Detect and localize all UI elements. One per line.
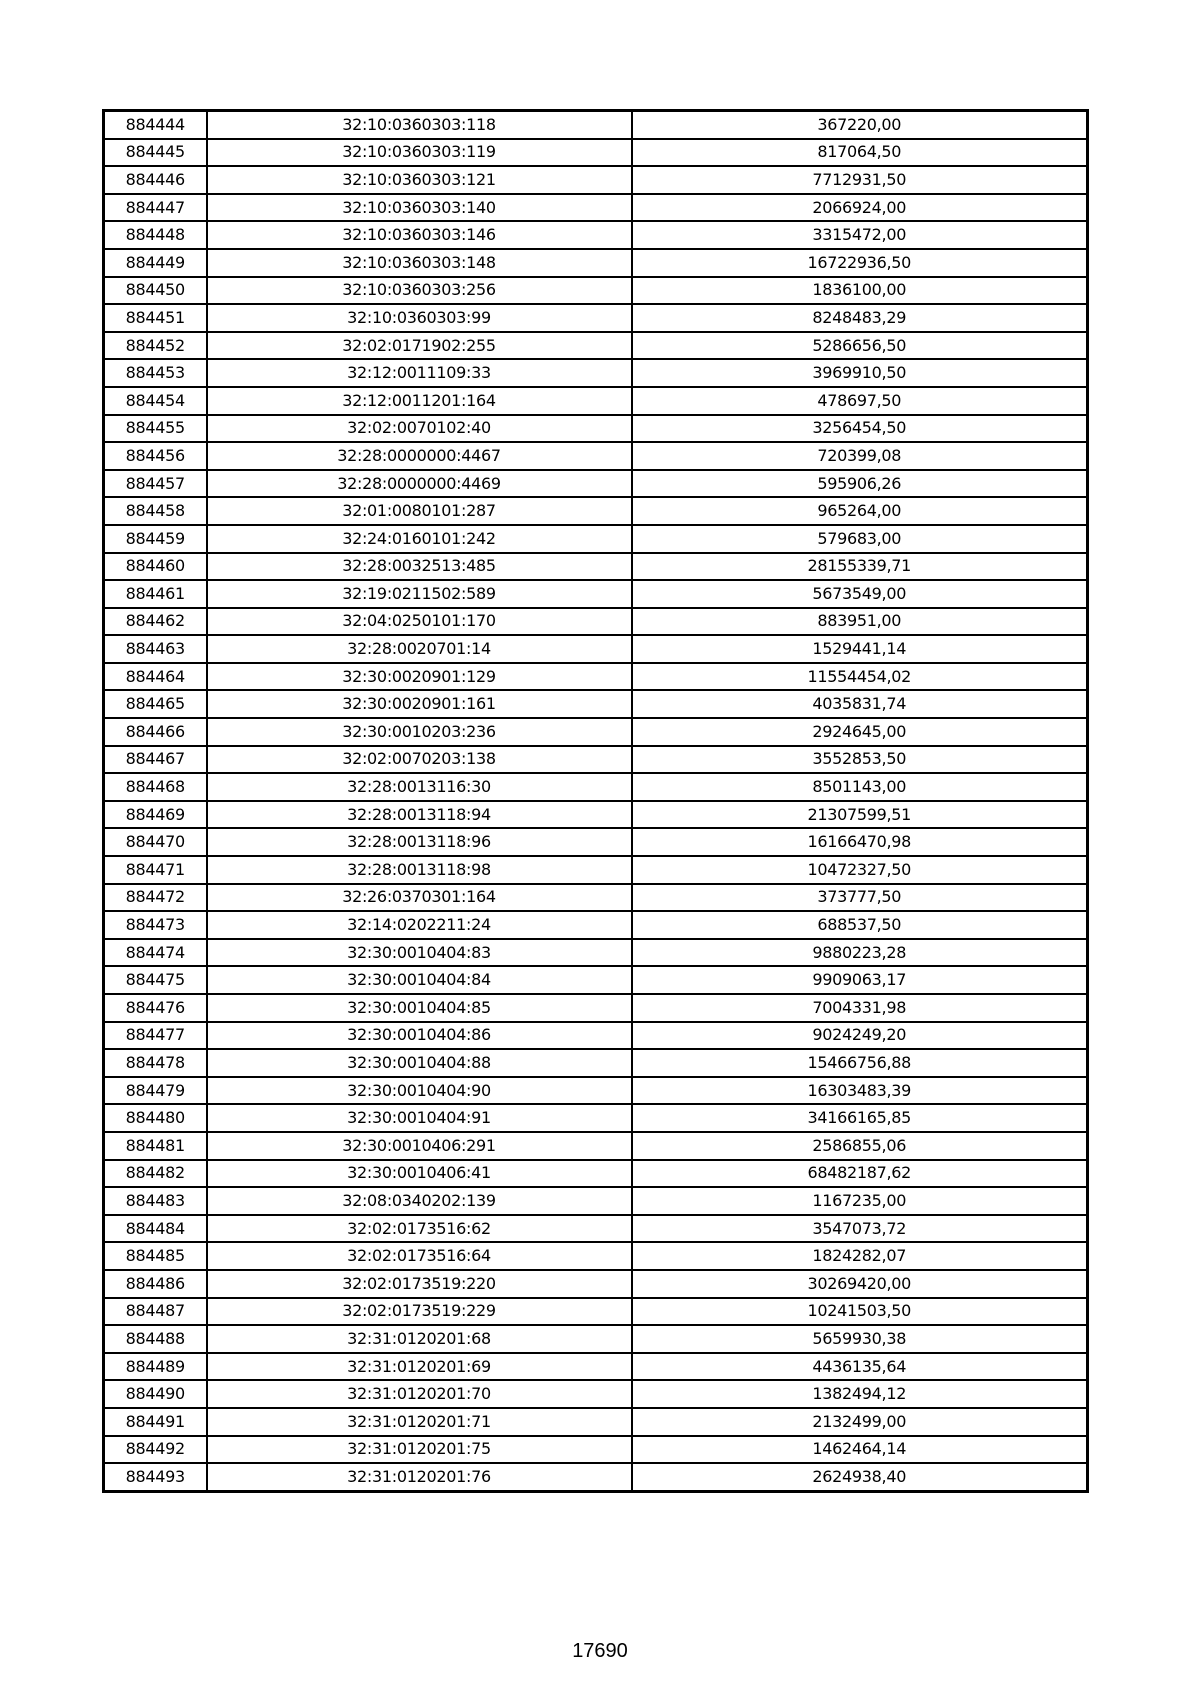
table-row — [104, 690, 1088, 718]
cadastral-number-cell: 32:31:0120201:71 — [207, 1408, 632, 1436]
cadastral-number-cell: 32:10:0360303:99 — [207, 304, 632, 332]
value-cell: 9909063,17 — [632, 966, 1088, 994]
cadastral-number-cell: 32:30:0010406:291 — [207, 1132, 632, 1160]
value-cell: 4035831,74 — [632, 690, 1088, 718]
table-row — [104, 1077, 1088, 1105]
row-number-cell: 884487 — [104, 1298, 207, 1326]
row-number-cell: 884447 — [104, 194, 207, 222]
table-row — [104, 828, 1088, 856]
row-number-cell: 884486 — [104, 1270, 207, 1298]
table-row — [104, 911, 1088, 939]
table-row — [104, 718, 1088, 746]
row-number-cell: 884469 — [104, 801, 207, 829]
row-number-cell: 884475 — [104, 966, 207, 994]
row-number-cell: 884444 — [104, 111, 207, 139]
table-row — [104, 1022, 1088, 1050]
table-row — [104, 580, 1088, 608]
row-number-cell: 884493 — [104, 1463, 207, 1491]
cadastral-number-cell: 32:04:0250101:170 — [207, 608, 632, 636]
value-cell: 720399,08 — [632, 442, 1088, 470]
value-cell: 16166470,98 — [632, 828, 1088, 856]
cadastral-number-cell: 32:28:0000000:4469 — [207, 470, 632, 498]
table-row — [104, 525, 1088, 553]
value-cell: 1836100,00 — [632, 277, 1088, 305]
cadastral-number-cell: 32:28:0000000:4467 — [207, 442, 632, 470]
row-number-cell: 884455 — [104, 415, 207, 443]
table-row — [104, 966, 1088, 994]
value-cell: 9024249,20 — [632, 1022, 1088, 1050]
cadastral-number-cell: 32:30:0010404:86 — [207, 1022, 632, 1050]
row-number-cell: 884485 — [104, 1242, 207, 1270]
cadastral-number-cell: 32:10:0360303:119 — [207, 139, 632, 167]
cadastral-number-cell: 32:30:0010404:88 — [207, 1049, 632, 1077]
cadastral-number-cell: 32:01:0080101:287 — [207, 497, 632, 525]
cadastral-number-cell: 32:08:0340202:139 — [207, 1187, 632, 1215]
value-cell: 2066924,00 — [632, 194, 1088, 222]
table-row — [104, 1242, 1088, 1270]
row-number-cell: 884464 — [104, 663, 207, 691]
value-cell: 28155339,71 — [632, 553, 1088, 581]
row-number-cell: 884453 — [104, 359, 207, 387]
value-cell: 9880223,28 — [632, 939, 1088, 967]
cadastral-number-cell: 32:02:0173519:220 — [207, 1270, 632, 1298]
cadastral-number-cell: 32:24:0160101:242 — [207, 525, 632, 553]
value-cell: 478697,50 — [632, 387, 1088, 415]
table-row — [104, 939, 1088, 967]
value-cell: 1382494,12 — [632, 1380, 1088, 1408]
row-number-cell: 884457 — [104, 470, 207, 498]
value-cell: 2132499,00 — [632, 1408, 1088, 1436]
cadastral-number-cell: 32:30:0010404:83 — [207, 939, 632, 967]
value-cell: 3969910,50 — [632, 359, 1088, 387]
value-cell: 3552853,50 — [632, 746, 1088, 774]
table-row — [104, 635, 1088, 663]
cadastral-number-cell: 32:28:0013116:30 — [207, 773, 632, 801]
value-cell: 16722936,50 — [632, 249, 1088, 277]
table-row — [104, 415, 1088, 443]
table-row — [104, 1353, 1088, 1381]
row-number-cell: 884446 — [104, 166, 207, 194]
value-cell: 1167235,00 — [632, 1187, 1088, 1215]
table-row — [104, 1463, 1088, 1491]
row-number-cell: 884449 — [104, 249, 207, 277]
cadastral-number-cell: 32:12:0011109:33 — [207, 359, 632, 387]
row-number-cell: 884482 — [104, 1160, 207, 1188]
value-cell: 965264,00 — [632, 497, 1088, 525]
row-number-cell: 884480 — [104, 1104, 207, 1132]
value-cell: 817064,50 — [632, 139, 1088, 167]
row-number-cell: 884492 — [104, 1436, 207, 1464]
table-row — [104, 1298, 1088, 1326]
value-cell: 1529441,14 — [632, 635, 1088, 663]
cadastral-number-cell: 32:10:0360303:256 — [207, 277, 632, 305]
value-cell: 10472327,50 — [632, 856, 1088, 884]
page-number: 17690 — [572, 1640, 628, 1662]
table-row — [104, 1215, 1088, 1243]
table-row — [104, 1160, 1088, 1188]
table-row — [104, 746, 1088, 774]
table-row — [104, 856, 1088, 884]
value-cell: 11554454,02 — [632, 663, 1088, 691]
row-number-cell: 884467 — [104, 746, 207, 774]
table-row — [104, 1187, 1088, 1215]
value-cell: 15466756,88 — [632, 1049, 1088, 1077]
row-number-cell: 884454 — [104, 387, 207, 415]
value-cell: 34166165,85 — [632, 1104, 1088, 1132]
table-row — [104, 387, 1088, 415]
cadastral-number-cell: 32:10:0360303:121 — [207, 166, 632, 194]
cadastral-number-cell: 32:30:0020901:129 — [207, 663, 632, 691]
cadastral-number-cell: 32:31:0120201:69 — [207, 1353, 632, 1381]
table-row — [104, 470, 1088, 498]
table-row — [104, 773, 1088, 801]
value-cell: 5673549,00 — [632, 580, 1088, 608]
value-cell: 30269420,00 — [632, 1270, 1088, 1298]
cadastral-number-cell: 32:02:0070203:138 — [207, 746, 632, 774]
row-number-cell: 884489 — [104, 1353, 207, 1381]
value-cell: 3547073,72 — [632, 1215, 1088, 1243]
value-cell: 10241503,50 — [632, 1298, 1088, 1326]
row-number-cell: 884466 — [104, 718, 207, 746]
cadastral-number-cell: 32:31:0120201:68 — [207, 1325, 632, 1353]
cadastral-number-cell: 32:30:0010203:236 — [207, 718, 632, 746]
value-cell: 1462464,14 — [632, 1436, 1088, 1464]
row-number-cell: 884451 — [104, 304, 207, 332]
row-number-cell: 884459 — [104, 525, 207, 553]
row-number-cell: 884470 — [104, 828, 207, 856]
cadastral-number-cell: 32:10:0360303:140 — [207, 194, 632, 222]
row-number-cell: 884460 — [104, 553, 207, 581]
cadastral-number-cell: 32:28:0013118:96 — [207, 828, 632, 856]
table-row — [104, 1436, 1088, 1464]
value-cell: 2624938,40 — [632, 1463, 1088, 1491]
table-row — [104, 332, 1088, 360]
cadastral-number-cell: 32:19:0211502:589 — [207, 580, 632, 608]
cadastral-number-cell: 32:02:0173519:229 — [207, 1298, 632, 1326]
cadastral-number-cell: 32:26:0370301:164 — [207, 884, 632, 912]
table-row — [104, 194, 1088, 222]
cadastral-number-cell: 32:10:0360303:146 — [207, 221, 632, 249]
table-row — [104, 553, 1088, 581]
value-cell: 21307599,51 — [632, 801, 1088, 829]
value-cell: 688537,50 — [632, 911, 1088, 939]
table-row — [104, 497, 1088, 525]
value-cell: 8501143,00 — [632, 773, 1088, 801]
table-row — [104, 884, 1088, 912]
table-row — [104, 139, 1088, 167]
table-row — [104, 1380, 1088, 1408]
row-number-cell: 884488 — [104, 1325, 207, 1353]
table-body — [104, 111, 1088, 1492]
cadastral-number-cell: 32:30:0010404:90 — [207, 1077, 632, 1105]
value-cell: 7004331,98 — [632, 994, 1088, 1022]
row-number-cell: 884491 — [104, 1408, 207, 1436]
value-cell: 8248483,29 — [632, 304, 1088, 332]
cadastral-number-cell: 32:28:0013118:98 — [207, 856, 632, 884]
table-row — [104, 1049, 1088, 1077]
table-row — [104, 994, 1088, 1022]
value-cell: 883951,00 — [632, 608, 1088, 636]
table-row — [104, 166, 1088, 194]
cadastral-number-cell: 32:02:0070102:40 — [207, 415, 632, 443]
value-cell: 2924645,00 — [632, 718, 1088, 746]
value-cell: 7712931,50 — [632, 166, 1088, 194]
table-row — [104, 1325, 1088, 1353]
row-number-cell: 884468 — [104, 773, 207, 801]
table-row — [104, 111, 1088, 139]
row-number-cell: 884461 — [104, 580, 207, 608]
row-number-cell: 884476 — [104, 994, 207, 1022]
cadastral-number-cell: 32:28:0013118:94 — [207, 801, 632, 829]
cadastral-number-cell: 32:31:0120201:70 — [207, 1380, 632, 1408]
cadastral-number-cell: 32:30:0020901:161 — [207, 690, 632, 718]
table-row — [104, 249, 1088, 277]
row-number-cell: 884478 — [104, 1049, 207, 1077]
cadastral-number-cell: 32:30:0010404:84 — [207, 966, 632, 994]
row-number-cell: 884465 — [104, 690, 207, 718]
cadastral-number-cell: 32:02:0173516:62 — [207, 1215, 632, 1243]
cadastral-number-cell: 32:30:0010404:91 — [207, 1104, 632, 1132]
table-row — [104, 608, 1088, 636]
value-cell: 5659930,38 — [632, 1325, 1088, 1353]
value-cell: 3256454,50 — [632, 415, 1088, 443]
value-cell: 1824282,07 — [632, 1242, 1088, 1270]
table-row — [104, 1104, 1088, 1132]
row-number-cell: 884477 — [104, 1022, 207, 1050]
value-cell: 68482187,62 — [632, 1160, 1088, 1188]
cadastral-number-cell: 32:14:0202211:24 — [207, 911, 632, 939]
value-cell: 3315472,00 — [632, 221, 1088, 249]
value-cell: 373777,50 — [632, 884, 1088, 912]
cadastral-number-cell: 32:31:0120201:75 — [207, 1436, 632, 1464]
row-number-cell: 884450 — [104, 277, 207, 305]
cadastral-number-cell: 32:02:0173516:64 — [207, 1242, 632, 1270]
value-cell: 579683,00 — [632, 525, 1088, 553]
value-cell: 2586855,06 — [632, 1132, 1088, 1160]
row-number-cell: 884483 — [104, 1187, 207, 1215]
row-number-cell: 884479 — [104, 1077, 207, 1105]
row-number-cell: 884474 — [104, 939, 207, 967]
row-number-cell: 884458 — [104, 497, 207, 525]
table-row — [104, 304, 1088, 332]
row-number-cell: 884463 — [104, 635, 207, 663]
row-number-cell: 884462 — [104, 608, 207, 636]
cadastral-number-cell: 32:31:0120201:76 — [207, 1463, 632, 1491]
cadastral-number-cell: 32:30:0010406:41 — [207, 1160, 632, 1188]
value-cell: 367220,00 — [632, 111, 1088, 139]
cadastral-number-cell: 32:10:0360303:148 — [207, 249, 632, 277]
cadastral-number-cell: 32:02:0171902:255 — [207, 332, 632, 360]
value-cell: 595906,26 — [632, 470, 1088, 498]
table-row — [104, 1132, 1088, 1160]
row-number-cell: 884490 — [104, 1380, 207, 1408]
cadastral-number-cell: 32:30:0010404:85 — [207, 994, 632, 1022]
table-row — [104, 277, 1088, 305]
row-number-cell: 884471 — [104, 856, 207, 884]
table-row — [104, 801, 1088, 829]
cadastral-number-cell: 32:12:0011201:164 — [207, 387, 632, 415]
row-number-cell: 884481 — [104, 1132, 207, 1160]
value-cell: 16303483,39 — [632, 1077, 1088, 1105]
cadastral-number-cell: 32:10:0360303:118 — [207, 111, 632, 139]
cadastral-number-cell: 32:28:0020701:14 — [207, 635, 632, 663]
row-number-cell: 884452 — [104, 332, 207, 360]
table-row — [104, 1408, 1088, 1436]
cadastral-number-cell: 32:28:0032513:485 — [207, 553, 632, 581]
value-cell: 5286656,50 — [632, 332, 1088, 360]
table-row — [104, 221, 1088, 249]
table-row — [104, 1270, 1088, 1298]
row-number-cell: 884484 — [104, 1215, 207, 1243]
table-row — [104, 442, 1088, 470]
data-table — [102, 109, 1089, 1493]
row-number-cell: 884472 — [104, 884, 207, 912]
table-row — [104, 663, 1088, 691]
row-number-cell: 884445 — [104, 139, 207, 167]
row-number-cell: 884473 — [104, 911, 207, 939]
row-number-cell: 884456 — [104, 442, 207, 470]
table-row — [104, 359, 1088, 387]
row-number-cell: 884448 — [104, 221, 207, 249]
value-cell: 4436135,64 — [632, 1353, 1088, 1381]
